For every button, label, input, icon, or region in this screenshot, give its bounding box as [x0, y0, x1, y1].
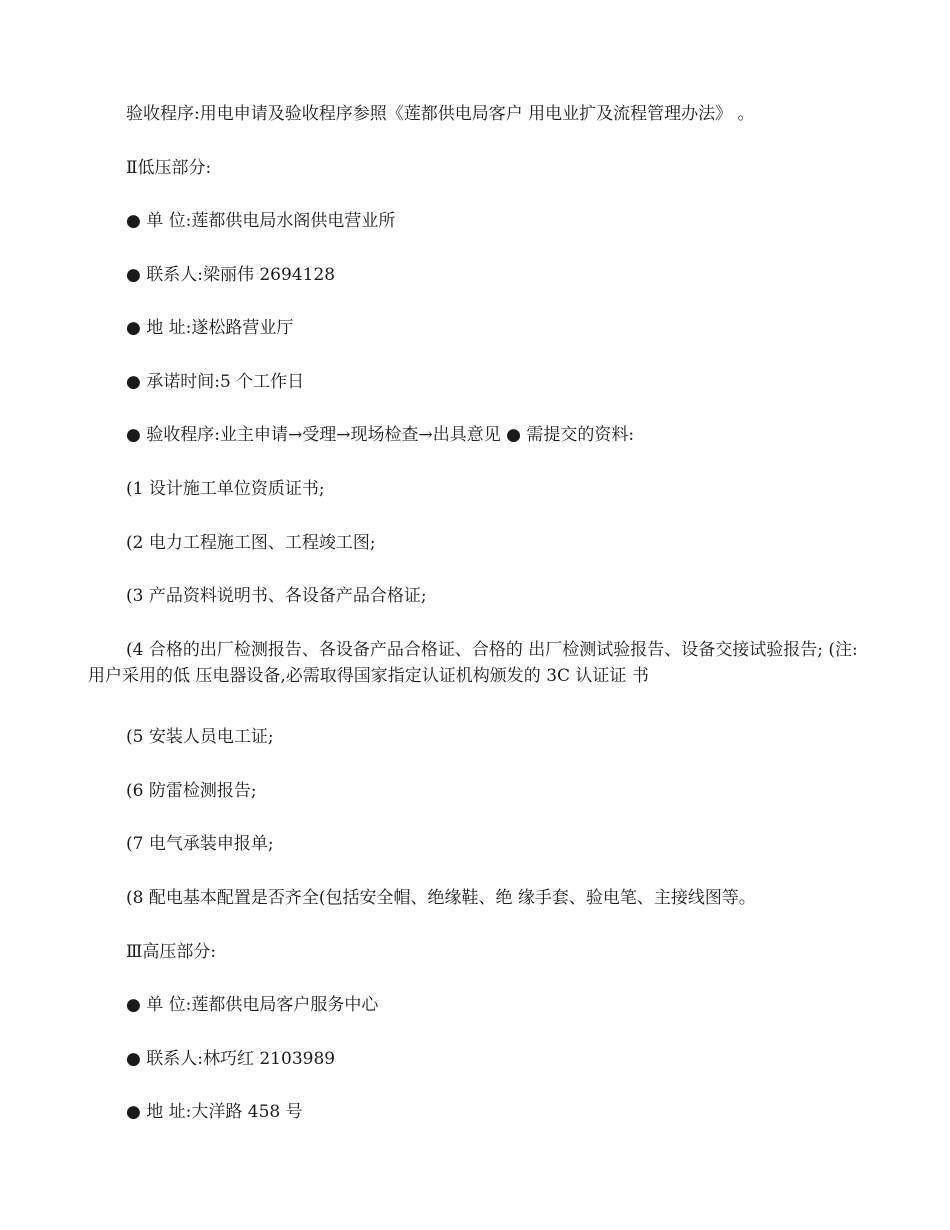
list-item-address-high: ● 地 址:大洋路 458 号	[126, 1102, 303, 1122]
list-item-contact-high: ● 联系人:林巧红 2103989	[126, 1049, 336, 1069]
list-item-unit: ● 单 位:莲都供电局水阁供电营业所	[126, 211, 396, 231]
list-item-material-8: (8 配电基本配置是否齐全(包括安全帽、绝缘鞋、绝 缘手套、验电笔、主接线图等。	[126, 888, 756, 908]
section-heading-high-voltage: Ⅲ高压部分:	[126, 942, 217, 962]
paragraph-acceptance-procedure: 验收程序:用电申请及验收程序参照《莲都供电局客户 用电业扩及流程管理办法》 。	[126, 104, 755, 124]
list-item-material-3: (3 产品资料说明书、各设备产品合格证;	[126, 586, 427, 606]
section-heading-low-voltage: Ⅱ低压部分:	[126, 158, 212, 178]
list-item-material-2: (2 电力工程施工图、工程竣工图;	[126, 533, 376, 553]
list-item-promised-time: ● 承诺时间:5 个工作日	[126, 372, 305, 392]
list-item-contact: ● 联系人:梁丽伟 2694128	[126, 265, 336, 285]
list-item-unit-high: ● 单 位:莲都供电局客户服务中心	[126, 995, 379, 1015]
list-item-material-7: (7 电气承装申报单;	[126, 834, 274, 854]
list-item-address: ● 地 址:遂松路营业厅	[126, 318, 294, 338]
list-item-material-4: (4 合格的出厂检测报告、各设备产品合格证、合格的 出厂检测试验报告、设备交接试验报告; (注:用户采用的低 压电器设备,必需取得国家指定认证机构颁发的 3C 认证证 书	[88, 640, 858, 686]
list-item-material-5: (5 安装人员电工证;	[126, 727, 274, 747]
list-item-material-6: (6 防雷检测报告;	[126, 781, 257, 801]
list-item-material-1: (1 设计施工单位资质证书;	[126, 479, 325, 499]
list-item-procedure: ● 验收程序:业主申请→受理→现场检查→出具意见 ● 需提交的资料:	[126, 425, 635, 445]
